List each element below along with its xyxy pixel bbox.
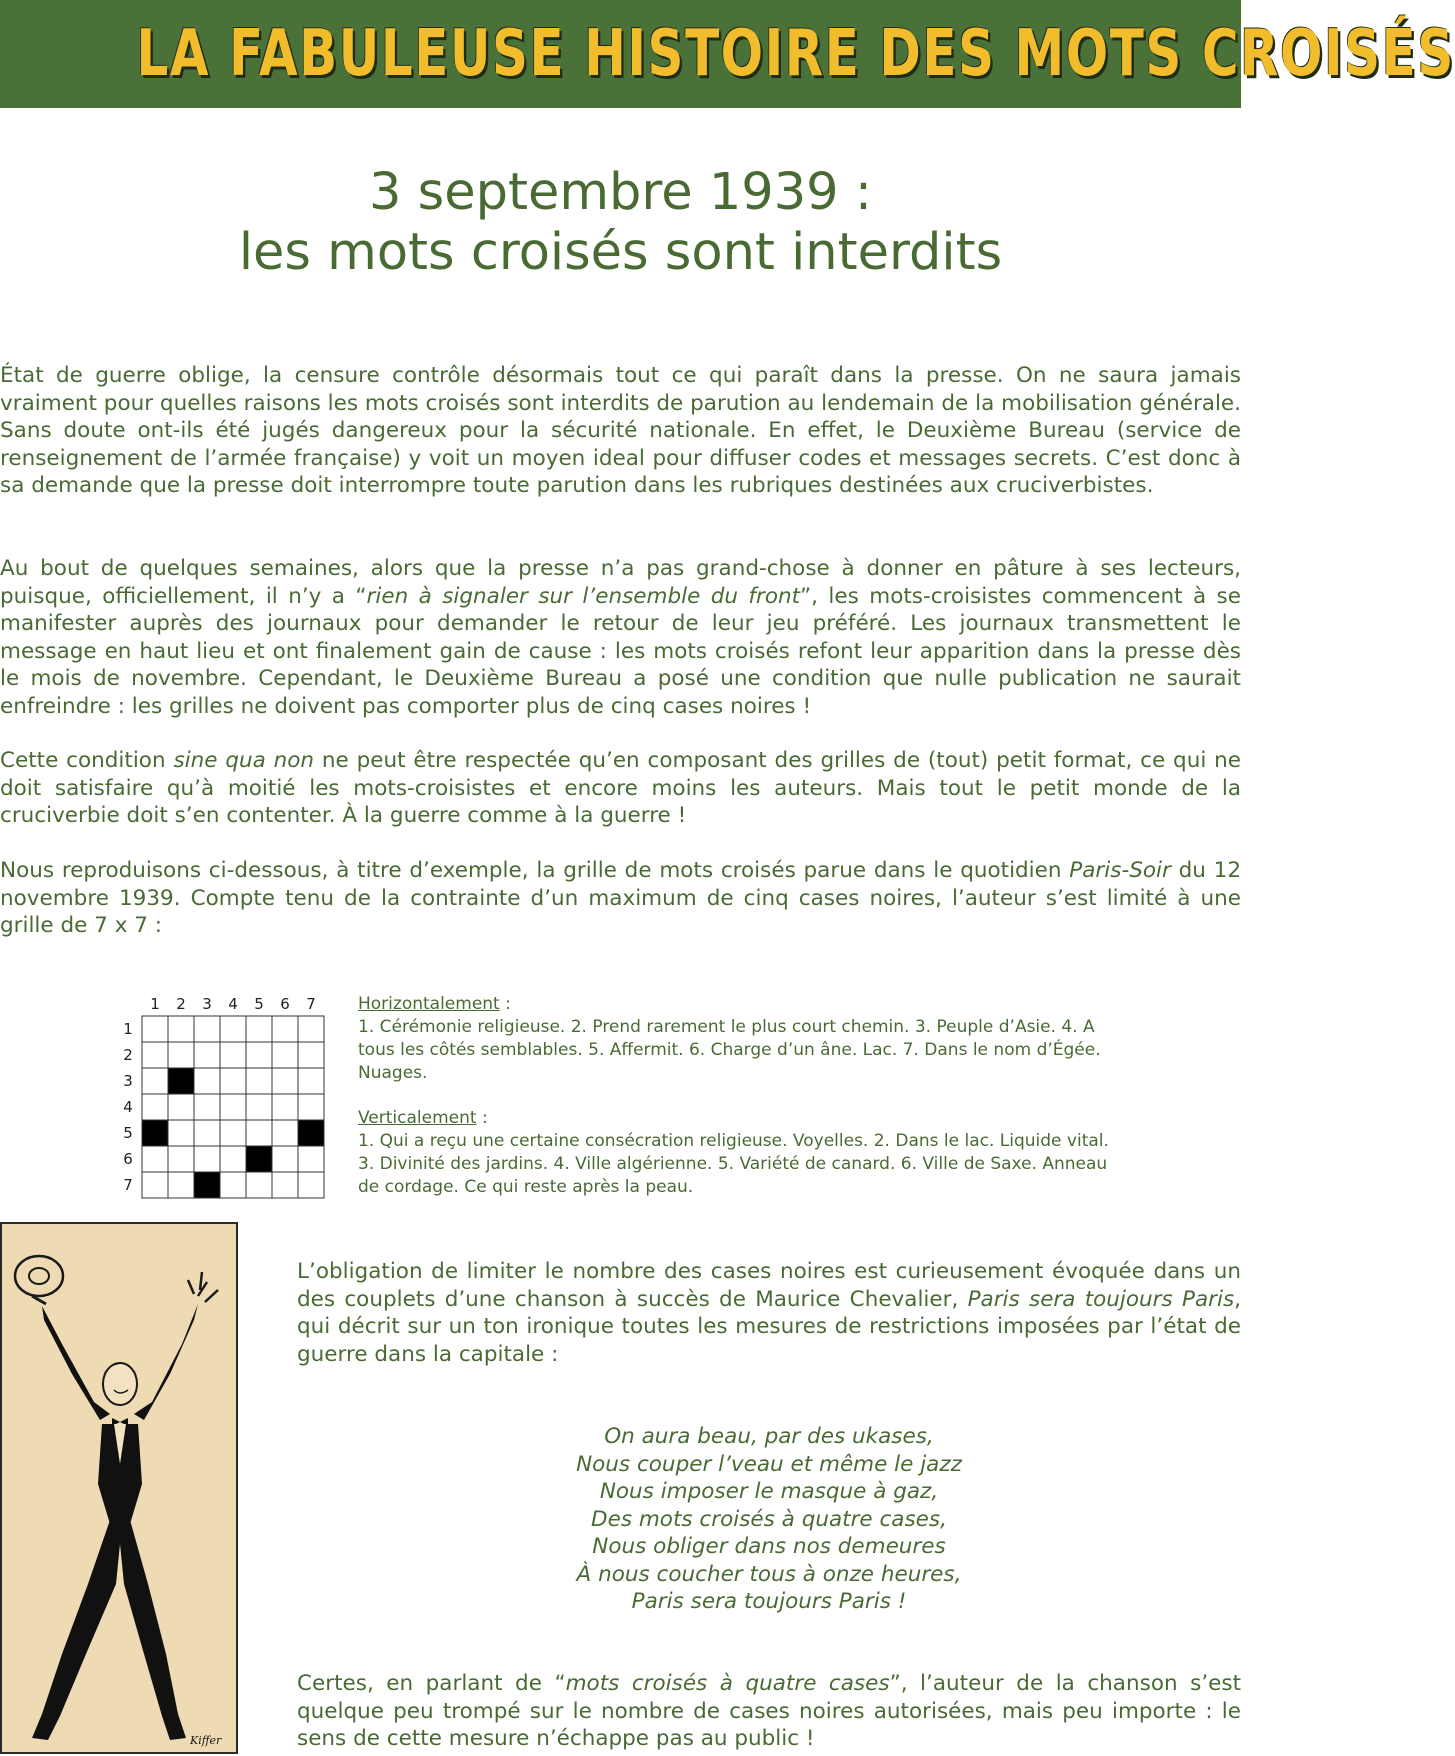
grid-cell — [298, 1172, 324, 1198]
verse-line: On aura beau, par des ukases, — [604, 1424, 934, 1449]
grid-row-label: 7 — [123, 1176, 133, 1194]
paragraph-3-em: sine qua non — [173, 748, 315, 773]
grid-cell — [194, 1016, 220, 1042]
grid-cell — [272, 1016, 298, 1042]
grid-cell — [298, 1016, 324, 1042]
grid-cell — [168, 1120, 194, 1146]
grid-cell — [272, 1094, 298, 1120]
grid-cell — [142, 1068, 168, 1094]
grid-black-cell — [142, 1120, 168, 1146]
grid-cell — [220, 1120, 246, 1146]
clues-horizontal-colon: : — [499, 994, 511, 1014]
paragraph-1: État de guerre oblige, la censure contrôle désormais tout ce qui paraît dans la presse. On ne saura jamais vraiment pour quelles raisons les mots croisés sont interdits de parution au lendemain de la mobilisation générale. Sans doute ont-ils été jugés dangereux pour la sécurité nationale. En effet, le Deuxième Bureau (service de renseignement de l’armée française) y voit un moyen ideal pour diffuser codes et messages secrets. C’est donc à sa demande que la presse doit interrompre toute parution dans les rubriques destinées aux cruciverbistes. — [0, 363, 1241, 498]
grid-cell — [220, 1068, 246, 1094]
paragraph-6-b: ”, l’auteur de la chanson s’est quelque peu trompé sur le nombre de cases noires autorisées, mais peu importe : le sens de cette mesure n’échappe pas au public ! — [297, 1671, 1242, 1751]
grid-cell — [194, 1146, 220, 1172]
grid-cell — [142, 1146, 168, 1172]
grid-black-cell — [298, 1120, 324, 1146]
verse-line: À nous coucher tous à onze heures, — [576, 1561, 962, 1587]
grid-cell — [194, 1042, 220, 1068]
paragraph-6-em: mots croisés à quatre cases — [565, 1671, 890, 1696]
paragraph-2-b: ”, les mots-croisistes commencent à se manifester auprès des journaux pour demander le retour de leur jeu préféré. Les journaux transmettent le message en haut lieu et ont finalement gain de cause : les mots croisés refont leur apparition dans la presse dès le mois de novembre. Cependant, le Deuxième Bureau a posé une condition que nulle publication ne saurait enfreindre : les grilles ne doivent pas comporter plus de cinq cases noires ! — [0, 583, 1241, 719]
grid-row-label: 3 — [123, 1072, 133, 1090]
grid-cell — [246, 1068, 272, 1094]
grid-cell — [272, 1042, 298, 1068]
grid-cell — [272, 1068, 298, 1094]
grid-cell — [298, 1042, 324, 1068]
grid-cell — [168, 1042, 194, 1068]
grid-cell — [220, 1042, 246, 1068]
clues-vertical-heading: Verticalement — [358, 1108, 477, 1128]
grid-column-label: 7 — [306, 995, 316, 1013]
maurice-chevalier-caricature — [0, 1222, 238, 1754]
grid-cell — [246, 1172, 272, 1198]
grid-cell — [168, 1172, 194, 1198]
paragraph-4-em: Paris-Soir — [1069, 858, 1171, 883]
grid-column-label: 1 — [150, 995, 160, 1013]
grid-black-cell — [194, 1172, 220, 1198]
grid-row-label: 5 — [123, 1124, 133, 1142]
paragraph-3-a: Cette condition — [0, 748, 174, 773]
grid-cell — [194, 1120, 220, 1146]
grid-column-label: 5 — [254, 995, 264, 1013]
grid-row-label: 1 — [123, 1020, 133, 1038]
grid-cell — [272, 1120, 298, 1146]
grid-cell — [142, 1172, 168, 1198]
grid-cell — [298, 1146, 324, 1172]
paragraph-2 — [0, 555, 1241, 720]
crossword-grid — [120, 990, 330, 1205]
paragraph-6-a: Certes, en parlant de “ — [297, 1671, 566, 1696]
clues-horizontal-text: 1. Cérémonie religieuse. 2. Prend rarement le plus court chemin. 3. Peuple d’Asie. 4. A tous les côtés semblables. 5. Affermit. 6. Charge d’un âne. Lac. 7. Dans le nom d’Égée. Nuages. — [358, 1017, 1101, 1083]
paragraph-4-a: Nous reproduisons ci-dessous, à titre d’exemple, la grille de mots croisés parue dans le quotidien — [0, 858, 1070, 883]
clues-horizontal-heading: Horizontalement — [358, 994, 500, 1014]
verse-line: Nous obliger dans nos demeures — [592, 1534, 946, 1559]
grid-column-label: 4 — [228, 995, 238, 1013]
paragraph-5-a: L’obligation de limiter le nombre des cases noires est curieusement évoquée dans un des couplets d’une chanson à succès de Maurice Chevalier, — [297, 1259, 1241, 1312]
caricature-signature: Kiffer — [190, 1734, 222, 1747]
verse-line: Nous couper l’veau et même le jazz — [576, 1451, 962, 1477]
title-line-2: les mots croisés sont interdits — [238, 223, 1003, 282]
grid-black-cell — [168, 1068, 194, 1094]
verse-line: Des mots croisés à quatre cases, — [591, 1506, 947, 1532]
grid-cell — [220, 1146, 246, 1172]
paragraph-3-b: ne peut être respectée qu’en composant des grilles de (tout) petit format, ce qui ne doit satisfaire qu’à moitié les mots-croisistes et encore moins les auteurs. Mais tout le petit monde de la cruciverbie doit s’en contenter. À la guerre comme à la guerre ! — [0, 748, 1242, 828]
grid-cell — [168, 1094, 194, 1120]
paragraph-4 — [0, 857, 1241, 940]
grid-cell — [142, 1094, 168, 1120]
grid-cell — [220, 1172, 246, 1198]
grid-row-label: 4 — [123, 1098, 133, 1116]
clues-vertical-colon: : — [476, 1108, 488, 1128]
grid-cell — [220, 1016, 246, 1042]
paragraph-6 — [297, 1670, 1241, 1753]
grid-cell — [194, 1068, 220, 1094]
clues — [358, 993, 1123, 1199]
banner-title: LA FABULEUSE HISTOIRE DES MOTS CROISÉS — [136, 17, 1455, 91]
grid-row-label: 6 — [123, 1150, 133, 1168]
paragraph-3 — [0, 747, 1241, 830]
grid-cell — [298, 1094, 324, 1120]
song-verse — [297, 1423, 1241, 1616]
title-line-1: 3 septembre 1939 : — [368, 163, 873, 222]
paragraph-2-quote: rien à signaler sur l’ensemble du front — [366, 583, 801, 609]
verse-line: Paris sera toujours Paris ! — [631, 1589, 907, 1614]
grid-cell — [194, 1094, 220, 1120]
paragraph-4-b: du 12 novembre 1939. Compte tenu de la contrainte d’un maximum de cinq cases noires, l’auteur s’est limité à une grille de 7 x 7 : — [0, 858, 1241, 938]
paragraph-5-em: Paris sera toujours Paris — [967, 1286, 1235, 1312]
grid-cell — [246, 1094, 272, 1120]
grid-black-cell — [246, 1146, 272, 1172]
grid-cell — [298, 1068, 324, 1094]
paragraph-5-b: , qui décrit sur un ton ironique toutes les mesures de restrictions imposées par l’état de guerre dans la capitale : — [297, 1286, 1241, 1367]
grid-cell — [168, 1146, 194, 1172]
clues-vertical-text: 1. Qui a reçu une certaine consécration religieuse. Voyelles. 2. Dans le lac. Liquide vital. 3. Divinité des jardins. 4. Ville algérienne. 5. Variété de canard. 6. Ville de Saxe. Anneau de cordage. Ce qui reste après la peau. — [358, 1131, 1109, 1197]
grid-cell — [272, 1146, 298, 1172]
grid-column-label: 6 — [280, 995, 290, 1013]
grid-column-label: 3 — [202, 995, 212, 1013]
page-title — [0, 163, 1241, 283]
grid-cell — [246, 1120, 272, 1146]
grid-cell — [246, 1016, 272, 1042]
grid-row-label: 2 — [123, 1046, 133, 1064]
grid-cell — [142, 1016, 168, 1042]
grid-column-label: 2 — [176, 995, 186, 1013]
grid-cell — [272, 1172, 298, 1198]
grid-cell — [142, 1042, 168, 1068]
caricature-drawing — [2, 1224, 236, 1752]
grid-cell — [246, 1042, 272, 1068]
grid-cell — [220, 1094, 246, 1120]
verse-line: Nous imposer le masque à gaz, — [599, 1479, 939, 1504]
grid-cell — [168, 1016, 194, 1042]
banner — [0, 0, 1455, 108]
paragraph-5 — [297, 1258, 1241, 1368]
paragraph-2-a: Au bout de quelques semaines, alors que la presse n’a pas grand-chose à donner en pâture à ses lecteurs, puisque, officiellement, il n’y a “ — [0, 556, 1241, 609]
